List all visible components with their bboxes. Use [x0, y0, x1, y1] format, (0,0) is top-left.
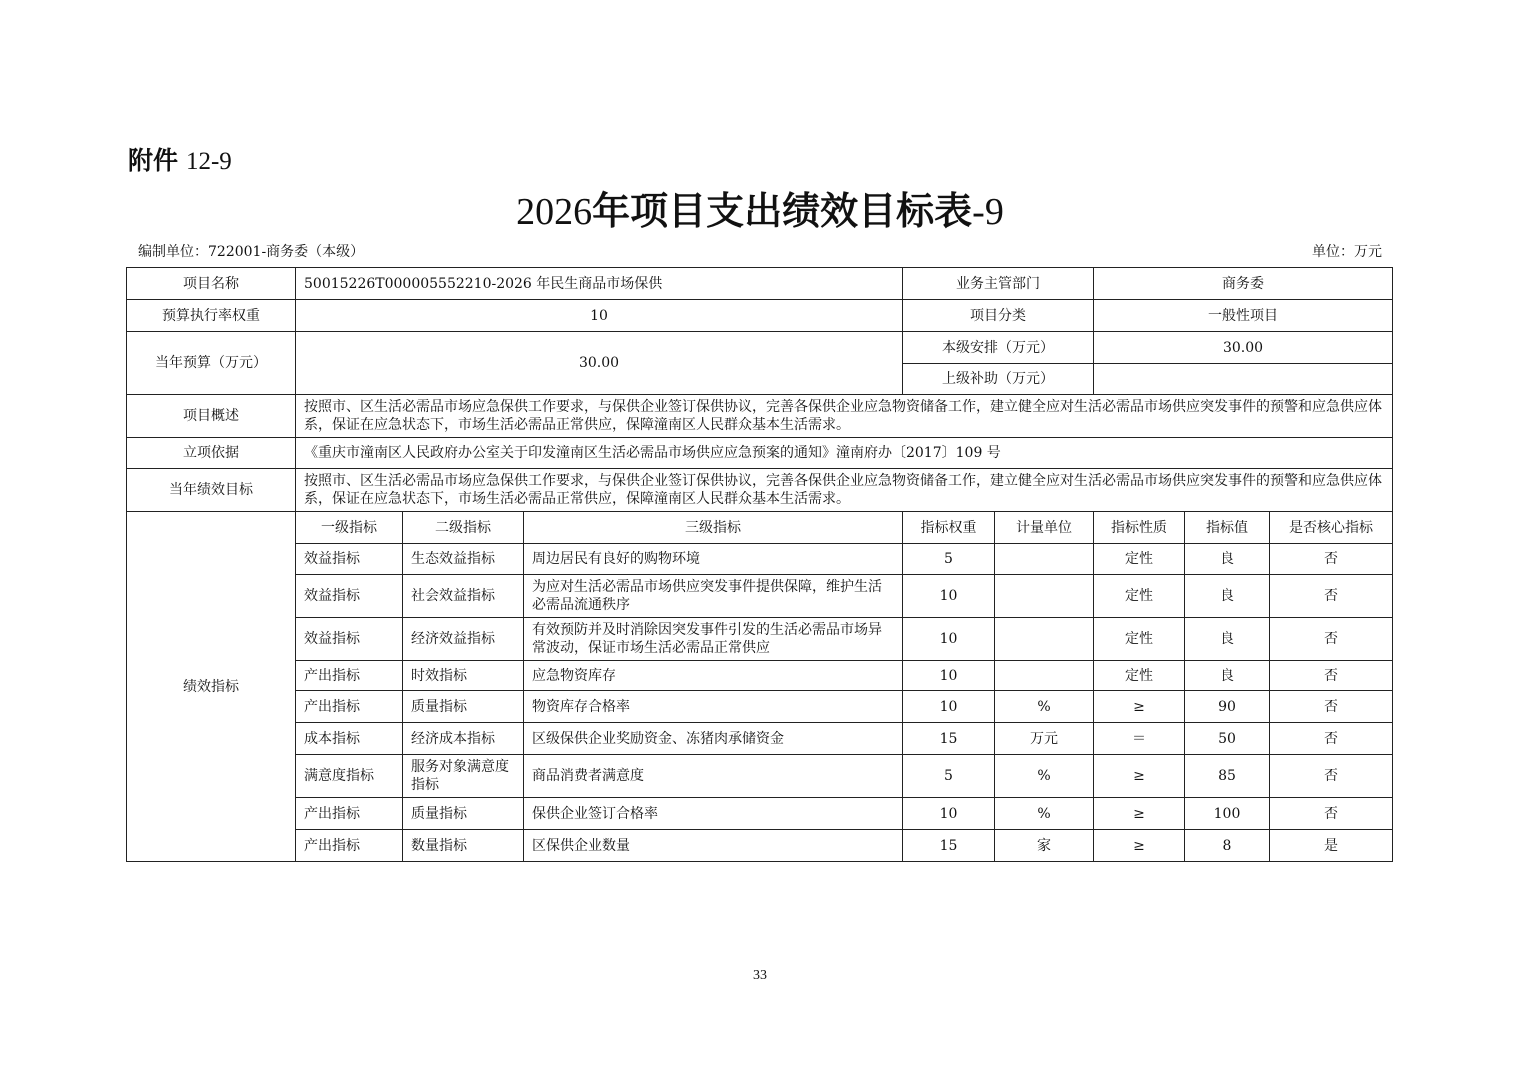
budget-label: 当年预算（万元） [127, 332, 296, 395]
indicator-value: 8 [1185, 830, 1270, 862]
indicator-core: 是 [1270, 830, 1393, 862]
indicator-weight: 5 [903, 544, 995, 575]
indicator-l1: 效益指标 [296, 575, 403, 618]
table-row [127, 830, 1393, 862]
table-row [127, 755, 1393, 798]
row-basis [127, 438, 1393, 469]
performance-table [126, 267, 1393, 862]
table-row [127, 661, 1393, 691]
indicator-l2: 经济成本指标 [403, 723, 524, 755]
project-name-label: 项目名称 [127, 268, 296, 300]
indicator-l1: 效益指标 [296, 618, 403, 661]
indicator-l1: 产出指标 [296, 691, 403, 723]
indicators-section-label: 绩效指标 [127, 512, 296, 862]
indicator-weight: 10 [903, 575, 995, 618]
indicator-l3: 有效预防并及时消除因突发事件引发的生活必需品市场异常波动，保证市场生活必需品正常供应 [524, 618, 903, 661]
row-goal [127, 469, 1393, 512]
indicator-l3: 商品消费者满意度 [524, 755, 903, 798]
indicator-weight: 15 [903, 830, 995, 862]
indicator-unit [995, 661, 1094, 691]
indicator-nature: ＝ [1094, 723, 1185, 755]
indicator-l2: 质量指标 [403, 691, 524, 723]
indicator-core: 否 [1270, 798, 1393, 830]
basis-label: 立项依据 [127, 438, 296, 469]
table-row [127, 723, 1393, 755]
header-l3: 三级指标 [524, 512, 903, 544]
indicator-l2: 质量指标 [403, 798, 524, 830]
indicator-nature: ≥ [1094, 691, 1185, 723]
indicator-weight: 10 [903, 691, 995, 723]
indicator-core: 否 [1270, 661, 1393, 691]
table-row [127, 798, 1393, 830]
indicator-value: 良 [1185, 661, 1270, 691]
indicator-header-row [127, 512, 1393, 544]
overview-label: 项目概述 [127, 395, 296, 438]
header-l1: 一级指标 [296, 512, 403, 544]
weight-label: 预算执行率权重 [127, 300, 296, 332]
currency-unit: 单位：万元 [1312, 244, 1382, 260]
indicator-unit [995, 618, 1094, 661]
indicator-core: 否 [1270, 723, 1393, 755]
row-budget [127, 332, 1393, 364]
indicator-value: 良 [1185, 618, 1270, 661]
indicator-unit: % [995, 691, 1094, 723]
page-title [0, 188, 1520, 235]
category-label: 项目分类 [903, 300, 1094, 332]
title-text: 年项目支出绩效目标表 [592, 189, 973, 233]
title-suffix: -9 [972, 191, 1004, 233]
project-name-value: 50015226T000005552210-2026 年民生商品市场保供 [296, 268, 903, 300]
header-nature: 指标性质 [1094, 512, 1185, 544]
indicator-l2: 生态效益指标 [403, 544, 524, 575]
indicator-unit: % [995, 755, 1094, 798]
indicator-weight: 10 [903, 618, 995, 661]
indicator-value: 85 [1185, 755, 1270, 798]
superior-value [1094, 364, 1393, 395]
row-project-name [127, 268, 1393, 300]
indicator-weight: 15 [903, 723, 995, 755]
indicator-l1: 效益指标 [296, 544, 403, 575]
indicator-value: 90 [1185, 691, 1270, 723]
indicator-nature: 定性 [1094, 575, 1185, 618]
indicator-l2: 社会效益指标 [403, 575, 524, 618]
page-number: 33 [753, 968, 767, 983]
indicator-core: 否 [1270, 618, 1393, 661]
attachment-number: 12-9 [185, 148, 232, 175]
indicator-l3: 周边居民有良好的购物环境 [524, 544, 903, 575]
indicator-value: 100 [1185, 798, 1270, 830]
basis-value: 《重庆市潼南区人民政府办公室关于印发潼南区生活必需品市场供应应急预案的通知》潼南府办〔2017〕109 号 [296, 438, 1393, 469]
indicator-weight: 10 [903, 661, 995, 691]
local-value: 30.00 [1094, 332, 1393, 364]
category-value: 一般性项目 [1094, 300, 1393, 332]
indicator-core: 否 [1270, 575, 1393, 618]
indicator-unit [995, 544, 1094, 575]
indicator-l1: 产出指标 [296, 798, 403, 830]
indicator-l1: 成本指标 [296, 723, 403, 755]
compiler-unit: 编制单位：722001-商务委（本级） [138, 244, 365, 260]
table-row [127, 575, 1393, 618]
header-core: 是否核心指标 [1270, 512, 1393, 544]
indicator-value: 良 [1185, 544, 1270, 575]
indicator-core: 否 [1270, 755, 1393, 798]
header-l2: 二级指标 [403, 512, 524, 544]
indicator-nature: ≥ [1094, 830, 1185, 862]
header-weight: 指标权重 [903, 512, 995, 544]
indicator-l3: 区保供企业数量 [524, 830, 903, 862]
weight-value: 10 [296, 300, 903, 332]
attachment-prefix: 附件 [128, 146, 179, 175]
indicator-unit: 家 [995, 830, 1094, 862]
goal-label: 当年绩效目标 [127, 469, 296, 512]
indicator-l3: 应急物资库存 [524, 661, 903, 691]
title-year: 2026 [516, 191, 593, 233]
superior-label: 上级补助（万元） [903, 364, 1094, 395]
indicator-l1: 产出指标 [296, 661, 403, 691]
indicator-value: 50 [1185, 723, 1270, 755]
row-overview [127, 395, 1393, 438]
indicator-value: 良 [1185, 575, 1270, 618]
dept-label: 业务主管部门 [903, 268, 1094, 300]
indicator-l2: 服务对象满意度指标 [403, 755, 524, 798]
indicator-l3: 物资库存合格率 [524, 691, 903, 723]
attachment-label [128, 146, 232, 177]
table-row [127, 691, 1393, 723]
indicator-nature: 定性 [1094, 544, 1185, 575]
indicator-l2: 经济效益指标 [403, 618, 524, 661]
goal-value: 按照市、区生活必需品市场应急保供工作要求，与保供企业签订保供协议，完善各保供企业应急物资储备工作，建立健全应对生活必需品市场供应突发事件的预警和应急供应体系，保证在应急状态下，市场生活必需品正常供应，保障潼南区人民群众基本生活需求。 [296, 469, 1393, 512]
header-unit: 计量单位 [995, 512, 1094, 544]
indicator-l3: 保供企业签订合格率 [524, 798, 903, 830]
local-label: 本级安排（万元） [903, 332, 1094, 364]
table-row [127, 618, 1393, 661]
indicator-unit [995, 575, 1094, 618]
indicator-l1: 产出指标 [296, 830, 403, 862]
indicator-core: 否 [1270, 544, 1393, 575]
overview-value: 按照市、区生活必需品市场应急保供工作要求，与保供企业签订保供协议，完善各保供企业应急物资储备工作，建立健全应对生活必需品市场供应突发事件的预警和应急供应体系，保证在应急状态下，市场生活必需品正常供应，保障潼南区人民群众基本生活需求。 [296, 395, 1393, 438]
indicator-l3: 为应对生活必需品市场供应突发事件提供保障，维护生活必需品流通秩序 [524, 575, 903, 618]
indicator-weight: 10 [903, 798, 995, 830]
indicator-l2: 数量指标 [403, 830, 524, 862]
indicator-nature: ≥ [1094, 798, 1185, 830]
indicator-nature: 定性 [1094, 661, 1185, 691]
indicator-nature: 定性 [1094, 618, 1185, 661]
indicator-core: 否 [1270, 691, 1393, 723]
budget-value: 30.00 [296, 332, 903, 395]
indicator-l1: 满意度指标 [296, 755, 403, 798]
dept-value: 商务委 [1094, 268, 1393, 300]
indicator-nature: ≥ [1094, 755, 1185, 798]
table-row [127, 544, 1393, 575]
indicator-unit: % [995, 798, 1094, 830]
header-value: 指标值 [1185, 512, 1270, 544]
row-weight [127, 300, 1393, 332]
indicator-l2: 时效指标 [403, 661, 524, 691]
indicator-l3: 区级保供企业奖励资金、冻猪肉承储资金 [524, 723, 903, 755]
indicator-unit: 万元 [995, 723, 1094, 755]
indicator-weight: 5 [903, 755, 995, 798]
